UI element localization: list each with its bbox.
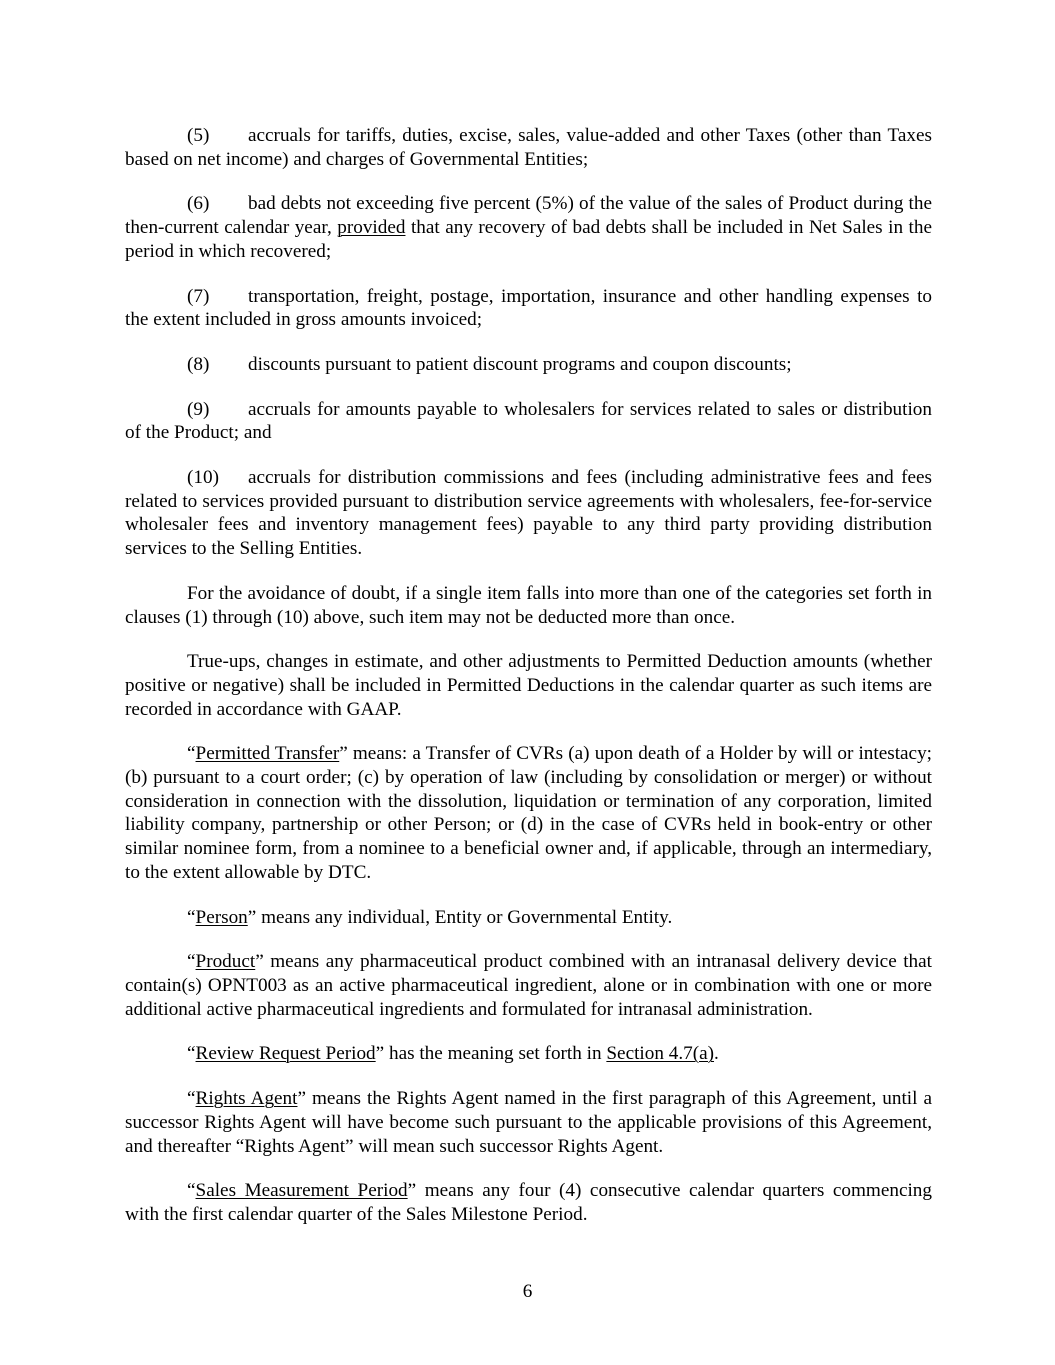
clause-number: (9) bbox=[187, 398, 210, 420]
definition-body: ” means any pharmaceutical product combined with an intranasal delivery device that contain(s) OPNT003 as an active pharmaceutical ingredient, alone or in combination with one or more additional active pharmaceutical ingredients and formulated for intranasal administration. bbox=[125, 951, 932, 1020]
clause-7 bbox=[125, 285, 932, 332]
document-page bbox=[125, 124, 932, 1248]
clause-text: accruals for tariffs, duties, excise, sales, value-added and other Taxes (other than Taxes based on net income) and charges of Governmental Entities; bbox=[125, 125, 932, 170]
clause-8 bbox=[125, 353, 932, 377]
clause-6 bbox=[125, 192, 932, 263]
clause-10 bbox=[125, 466, 932, 561]
clause-text: that any recovery of bad debts shall be included in Net Sales in the period in which recovered; bbox=[125, 217, 932, 262]
clause-9 bbox=[125, 398, 932, 445]
clause-number: (10) bbox=[187, 467, 219, 489]
definition-product bbox=[125, 950, 932, 1021]
definition-rights-agent bbox=[125, 1087, 932, 1158]
clause-text: accruals for amounts payable to wholesalers for services related to sales or distribution of the Product; and bbox=[125, 398, 932, 444]
definition-body: ” means: a Transfer of CVRs (a) upon death of a Holder by will or intestacy; (b) pursuant to a court order; (c) by operation of law (including by consolidation or merger) or without consideration in connection with the dissolution, liquidation or termination of any corporation, limited liability company, partnership or other Person; or (d) in the case of CVRs held in book-entry or other similar nominee form, from a nominee to a beneficial owner and, if applicable, through an intermediary, to the extent allowable by DTC. bbox=[125, 743, 932, 883]
definition-permitted-transfer bbox=[125, 742, 932, 884]
clause-5 bbox=[125, 124, 932, 171]
clause-text: bad debts not exceeding five percent (5%) of the value of the sales of Product during the then-current calendar year, bbox=[125, 193, 932, 239]
defined-term: Person bbox=[195, 906, 248, 928]
definition-body: ” means the Rights Agent named in the first paragraph of this Agreement, until a successor Rights Agent will have become such pursuant to the applicable provisions of this Agreement, and thereafter “Rights Agent” will mean such successor Rights Agent. bbox=[125, 1088, 932, 1157]
open-quote: “ bbox=[187, 906, 196, 928]
definition-review-request-period bbox=[125, 1042, 932, 1066]
section-reference: Section 4.7(a) bbox=[606, 1043, 715, 1065]
trueups-paragraph: True-ups, changes in estimate, and other adjustments to Permitted Deduction amounts (whether positive or negative) shall be included in Permitted Deductions in the calendar quarter as such items are recorded in accordance with GAAP. bbox=[125, 651, 932, 720]
open-quote: “ bbox=[187, 1043, 196, 1065]
clause-number: (6) bbox=[187, 193, 210, 215]
defined-term: Permitted Transfer bbox=[195, 743, 340, 765]
page-number: 6 bbox=[522, 1281, 533, 1302]
clause-text: accruals for distribution commissions and fees (including administrative fees and fees related to services provided pursuant to distribution service agreements with wholesalers, fee-for-service wholesaler fees and inventory management fees) payable to any third party providing distribution services to the Selling Entities. bbox=[125, 467, 932, 560]
defined-term: Rights Agent bbox=[195, 1088, 298, 1110]
definition-person bbox=[125, 906, 932, 930]
defined-term: Sales Measurement Period bbox=[195, 1180, 408, 1202]
clause-number: (8) bbox=[187, 353, 210, 375]
definition-end: . bbox=[714, 1043, 719, 1065]
definition-body: ” has the meaning set forth in bbox=[375, 1043, 607, 1065]
open-quote: “ bbox=[187, 743, 196, 765]
defined-term: Product bbox=[195, 951, 256, 973]
clause-text: transportation, freight, postage, importation, insurance and other handling expenses to the extent included in gross amounts invoiced; bbox=[125, 285, 932, 331]
clause-text: discounts pursuant to patient discount programs and coupon discounts; bbox=[248, 353, 792, 375]
open-quote: “ bbox=[187, 951, 196, 973]
clause-number: (7) bbox=[187, 285, 210, 307]
definition-body: ” means any individual, Entity or Governmental Entity. bbox=[247, 906, 673, 928]
open-quote: “ bbox=[187, 1180, 196, 1202]
open-quote: “ bbox=[187, 1088, 196, 1110]
definition-body: ” means any four (4) consecutive calendar quarters commencing with the first calendar quarter of the Sales Milestone Period. bbox=[125, 1180, 932, 1225]
definition-sales-measurement-period bbox=[125, 1179, 932, 1226]
clause-number: (5) bbox=[187, 125, 210, 146]
defined-term: Review Request Period bbox=[195, 1043, 376, 1065]
avoidance-paragraph: For the avoidance of doubt, if a single item falls into more than one of the categories set forth in clauses (1) through (10) above, such item may not be deducted more than once. bbox=[125, 582, 932, 628]
defined-term: provided bbox=[337, 217, 406, 239]
